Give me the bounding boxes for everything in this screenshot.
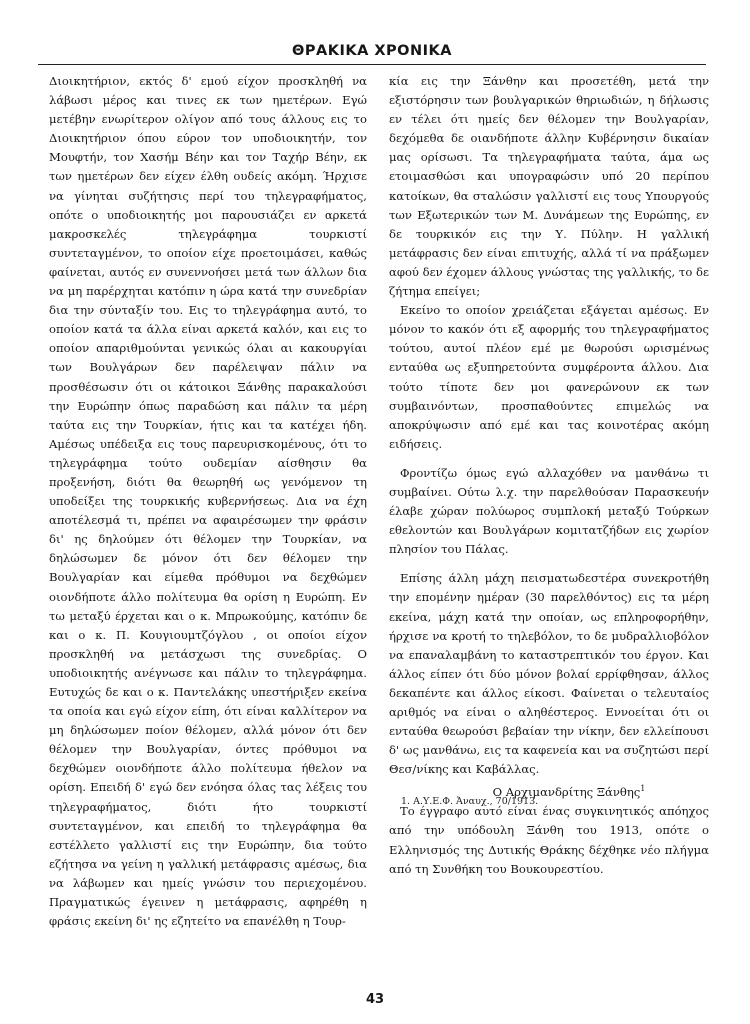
right-paragraph-1: κία εις την Ξάνθην και προσετέθη, μετά την εξιστόρησιν των βουλγαρικών θηριωδιών, η δήλωσις εν τέλει ότι ημείς δεν θέλομεν την Βουλγαρίαν, δεχόμεθα δε οιανδήποτε άλλην Κυβέρνησιν δικαίαν μας ορίσωσι. Τα τηλεγραφήματα ταύτα, άμα ως ετοιμασθώσι και υπογραφώσιν υπό 20 περίπου κατοίκων, θα σταλώσιν γαλλιστί εις τους Υπουργούς των Εξωτερικών των Μ. Δυνάμεων της Ευρώπης, εν δε τουρκικόν εις την Υ. Πύλην. Η γαλλική μετάφρασις δεν είναι επιτυχής, αλλά τί να πράξωμεν αφού δεν έχομεν άλλους γνώστας της γαλλικής, το δε ζήτημα επείγει; bbox=[389, 74, 709, 299]
left-paragraph-1: Διοικητήριον, εκτός δ' εμού είχον προσκληθή να λάβωσι μέρος και τινες εκ των ημετέρων. Εγώ μετέβην ενωρίτερον ολίγον από τους άλλους εις το Διοικητήριον όπου εύρον τον υποδιοικητήν, τον Μουφτήν, τον Χασήμ Βέην και τον Ταχήρ Βέην, εκ των ημετέρων δεν είχεν έλθη ουδείς ακόμη. Ήρχισε να γίνηται συζήτησις περί του τηλεγραφήματος, οπότε ο υποδιοικητής μοι παρουσιάζει εν αρκετά μακροσκελές τηλεγράφημα τουρκιστί συντεταγμένον, το οποίον είχε προετοιμάσει, καθώς φαίνεται, αυτός εν συνεννοήσει μετά των άλλων δια να μη παρέρχηται κατόπιν η ώρα κατά την συνεδρίαν δια την σύνταξίν του. Εις το τηλεγράφημα αυτό, το οποίον κατά τα άλλα είναι αρκετά καλόν, και εις το οποίον απαριθμούνται γενικώς όλαι αι κακουργίαι των Βουλγάρων δεν παρέλειψαν πάλιν να προσθέσωσιν ότι οι κάτοικοι Ξάνθης παρακαλούσι την Ευρώπην όπως παραδώση και πάλιν τα μέρη ταύτα εις την Τουρκίαν, ήτις και τα κατέχει ήδη. Αμέσως υπέδειξα εις τους παρευρισκομένους, ότι το τηλεγράφημα τούτο ουδεμίαν αίσθησιν θα προξενήση, διότι θα θεωρηθή ως γενόμενον τη υποδείξει της τουρκικής κυβερνήσεως. Δια να έχη αποτέλεσμά τι, πρέπει να αφαιρέσωμεν την φράσιν δι' ης δηλούμεν ότι θέλομεν την Τουρκίαν, να δηλώσωμεν δε μόνον ότι δεν θέλομεν την Βουλγαρίαν και είμεθα πρόθυμοι να δεχθώμεν οιονδήποτε άλλο πολίτευμα θα ορίση η Ευρώπη. Εν τω μεταξύ έρχεται και ο κ. Μπρωκούμης, κατόπιν δε και ο κ. Π. Κουγιουμτζόγλου , οι οποίοι είχον προσκληθή να μετάσχωσι της συνεδρίας. Ο υποδιοικητής ανέγνωσε και πάλιν το τηλεγράφημα. Ευτυχώς δε και ο κ. Παντελάκης υπεστήριξεν εκείνα τα οποία και εγώ είχον είπη, ότι είναι καλλίτερον να μη δηλώσωμεν ποίον θέλομεν, αλλά μόνον ότι δεν θέλομεν την Βουλγαρίαν, όντες πρόθυμοι να δεχθώμεν οιονδήποτε άλλο πολίτευμα ήθελον να ορίση. Επειδή δ' εγώ δεν ενόησα όλας τας λέξεις του τηλεγραφήματος, διότι ήτο τουρκιστί συντεταγμένον, και επειδή το τηλεγράφημα θα εστέλλετο γαλλιστί εις την Ευρώπην, δια τούτο εζήτησα να γείνη η γαλλική μετάφρασις αμέσως, δια να λάβωμεν και ημείς γνώσιν του περιεχομένου. Πραγματικώς έγεινεν η μετάφρασις, αφηρέθη η φράσις εκείνη δι' ης εζητείτο να επανέλθη η Τουρ- bbox=[49, 74, 367, 929]
running-header bbox=[38, 38, 706, 65]
footnote-marker: 1 bbox=[640, 784, 646, 794]
right-paragraph-3: Φροντίζω όμως εγώ αλλαχόθεν να μανθάνω τι συμβαίνει. Ούτω λ.χ. την παρελθούσαν Παρασκευήν έλαβε χώραν πολύωρος συμπλοκή μεταξύ Τούρκων εθελοντών και Βουλγάρων κομιτατζήδων εις χωρίον πλησίον του Πάλας. bbox=[389, 465, 709, 557]
left-column bbox=[49, 72, 367, 931]
signature-name: Ο Αρχιμανδρίτης Ξάνθης bbox=[492, 785, 641, 800]
right-paragraph-5: Το έγγραφο αυτό είναι ένας συγκινητικός απόηχος από την υπόδουλη Ξάνθη του 1913, οπότε ο Ελληνισμός της Δυτικής Θράκης δέχθηκε νέο πλήγμα από τη Συνθήκη του Βουκουρεστίου. bbox=[389, 804, 709, 876]
right-paragraph-2: Εκείνο το οποίον χρειάζεται εξάγεται αμέσως. Εν μόνον το κακόν ότι εξ αφορμής του τηλεγραφήματος τούτου, αυτοί πλέον εμέ με θωρούσι ωρισμένως ενταύθα ως εξυπηρετούντα συμφέροντα άλλου. Δια τούτο τίποτε δεν μοι φανερώνουν εκ των συμβαινόντων, προσπαθούντες επιμελώς να αποκρύψωσιν από εμέ και τας κοινοτέρας ακόμη ειδήσεις. bbox=[389, 303, 709, 451]
right-column bbox=[389, 72, 709, 879]
page-number: 43 bbox=[365, 992, 385, 1007]
footnote: 1. Α.Υ.Ε.Φ. Ἀναυχ., 70/1913. bbox=[401, 796, 539, 807]
journal-title: ΘΡΑΚΙΚΑ ΧΡΟΝΙΚΑ bbox=[292, 43, 452, 59]
right-paragraph-4: Επίσης άλλη μάχη πεισματωδεστέρα συνεκροτήθη την επομένην ημέραν (30 παρελθόντος) εις τα μέρη εκείνα, μάχη κατά την οποίαν, ως επληροφορήθην, ήρχισε να κροτή το τηλεβόλον, το δε μυδραλλιοβόλον να επαναλαμβάνη το καταστρεπτικόν του έργον. Και άλλος είπεν ότι δύο μόνον βολαί ερρίφθησαν, άλλος δεκαπέντε και άλλος είκοσι. Φαίνεται ο τελευταίος αριθμός να είναι ο αληθέστερος. Εννοείται ότι οι ενταύθα θεωρούσι βεβαίαν την νίκην, δεν ελλείπουσι δ' ως μανθάνω, εις τα καφενεία και να συζητώσι περί Θεσ/νίκης και Καβάλλας. bbox=[389, 571, 709, 777]
